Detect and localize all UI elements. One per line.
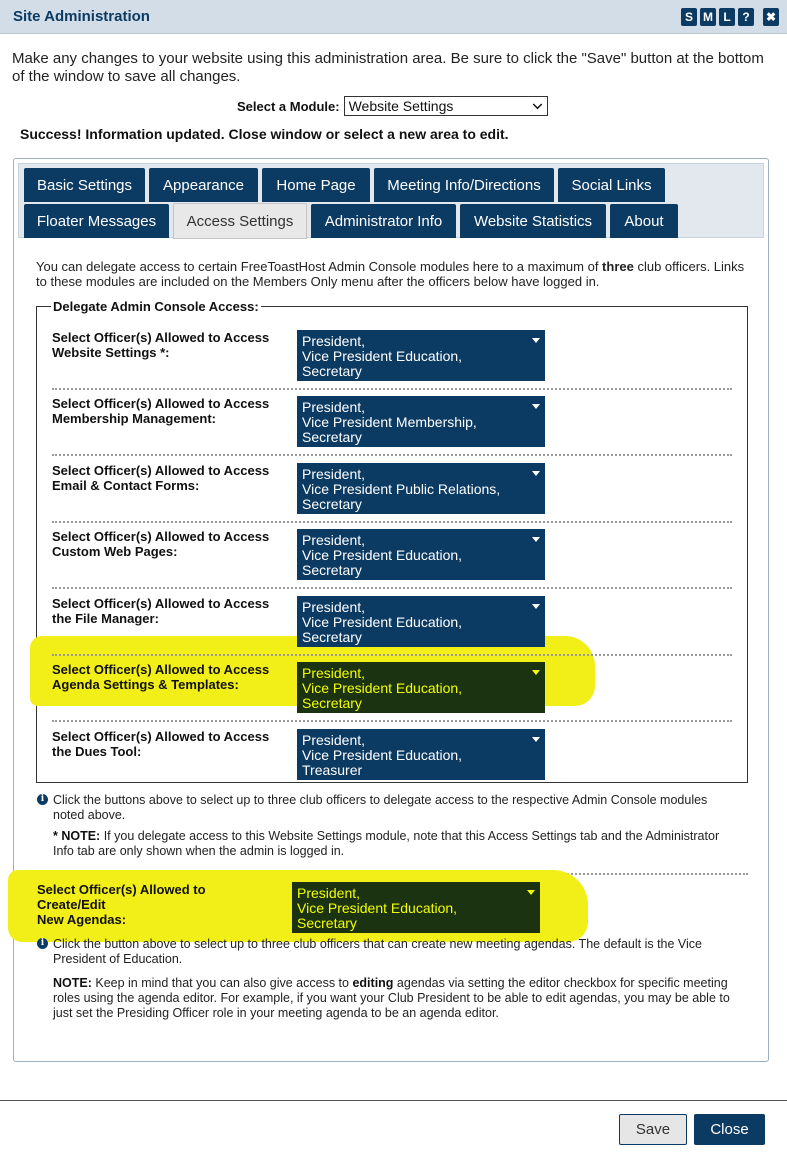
tab-basic-settings[interactable]: Basic Settings xyxy=(24,168,145,202)
agenda-note: Click the button above to select up to three club officers that can create new meeting agendas. The default is the Vice President of Education. xyxy=(53,937,703,966)
tab-about[interactable]: About xyxy=(610,204,678,238)
tab-floater-messages[interactable]: Floater Messages xyxy=(24,204,169,238)
tab-meeting-info[interactable]: Meeting Info/Directions xyxy=(374,168,554,202)
footer-divider xyxy=(0,1100,787,1101)
window-titlebar xyxy=(0,0,787,34)
agenda-editor-note: NOTE: Keep in mind that you can also give access to editing agendas via setting the editor checkbox for specific meeting roles using the agenda editor. For example, if you want your Club President to be able to edit agendas, you may be able to just set the Presiding Officer role in your meeting agenda to be an agenda editor. xyxy=(53,976,730,1020)
info-icon: i xyxy=(37,938,48,949)
dropdown-caret-icon xyxy=(527,890,535,895)
info-icon: i xyxy=(37,794,48,805)
dropdown-caret-icon xyxy=(532,404,540,409)
officer-row-label: Select Officer(s) Allowed to Access Email & Contact Forms: xyxy=(52,463,270,493)
success-message: Success! Information updated. Close window or select a new area to edit. xyxy=(20,126,509,142)
size-small-button[interactable]: S xyxy=(681,8,697,26)
tab-administrator-info[interactable]: Administrator Info xyxy=(311,204,456,238)
module-select-value: Website Settings xyxy=(348,98,454,114)
titlebar-buttons xyxy=(678,8,779,26)
dropdown-caret-icon xyxy=(532,471,540,476)
size-medium-button[interactable]: M xyxy=(700,8,716,26)
officer-row-label: Select Officer(s) Allowed to Access the Dues Tool: xyxy=(52,729,270,759)
tab-website-statistics[interactable]: Website Statistics xyxy=(460,204,606,238)
dropdown-caret-icon xyxy=(532,737,540,742)
delegate-access-fieldset xyxy=(36,299,748,783)
officer-multiselect[interactable]: President, Vice President Membership, Secretary xyxy=(297,396,545,447)
access-description: You can delegate access to certain FreeToastHost Admin Console modules here to a maximum of three club officers. Links to these modules are included on the Members Only menu after the officers below have logged in. xyxy=(36,259,745,289)
row-divider xyxy=(52,720,732,722)
officer-row-label: Select Officer(s) Allowed to Access the File Manager: xyxy=(52,596,270,626)
dropdown-caret-icon xyxy=(532,537,540,542)
intro-text: Make any changes to your website using this administration area. Be sure to click the "Save" button at the bottom of the window to save all changes. xyxy=(12,50,764,85)
officer-row-label: Select Officer(s) Allowed to Access Website Settings *: xyxy=(52,330,270,360)
tab-home-page[interactable]: Home Page xyxy=(262,168,370,202)
delegate-legend: Delegate Admin Console Access: xyxy=(53,299,259,314)
officer-row xyxy=(52,723,747,783)
officer-row-label: Select Officer(s) Allowed to Access Membership Management: xyxy=(52,396,270,426)
dropdown-caret-icon xyxy=(532,338,540,343)
settings-panel xyxy=(13,158,769,1062)
officer-multiselect[interactable]: President, Vice President Education, Secretary xyxy=(297,596,545,647)
dropdown-caret-icon xyxy=(532,670,540,675)
agenda-officer-multiselect[interactable]: President, Vice President Education, Secretary xyxy=(292,882,540,933)
module-label: Select a Module: xyxy=(237,98,340,114)
tab-access-settings[interactable]: Access Settings xyxy=(173,203,307,239)
officer-row-label: Select Officer(s) Allowed to Access Agenda Settings & Templates: xyxy=(52,662,270,692)
dropdown-caret-icon xyxy=(532,604,540,609)
officer-row xyxy=(52,457,747,517)
officer-row xyxy=(52,324,747,384)
agenda-officer-row xyxy=(37,876,732,936)
tab-social-links[interactable]: Social Links xyxy=(558,168,665,202)
officer-row-highlighted xyxy=(52,656,747,716)
officer-row xyxy=(52,590,747,650)
officer-row-label: Select Officer(s) Allowed to Access Custom Web Pages: xyxy=(52,529,270,559)
delegate-notes xyxy=(37,793,737,865)
row-divider xyxy=(52,587,732,589)
officer-row xyxy=(52,390,747,450)
officer-multiselect[interactable]: President, Vice President Education, Secretary xyxy=(297,529,545,580)
close-icon[interactable]: ✖ xyxy=(763,8,779,26)
officer-multiselect[interactable]: President, Vice President Education, Secretary xyxy=(297,662,545,713)
close-button[interactable]: Close xyxy=(694,1114,765,1145)
officer-row xyxy=(52,523,747,583)
officer-multiselect[interactable]: President, Vice President Education, Secretary xyxy=(297,330,545,381)
save-button[interactable]: Save xyxy=(619,1114,687,1145)
agenda-notes xyxy=(37,937,737,1027)
officer-multiselect[interactable]: President, Vice President Education, Treasurer xyxy=(297,729,545,780)
module-selector xyxy=(237,96,548,116)
website-settings-note: * NOTE: If you delegate access to this Website Settings module, note that this Access Settings tab and the Administrator Info tab are only shown when the admin is logged in. xyxy=(53,829,720,858)
officer-multiselect[interactable]: President, Vice President Public Relations, Secretary xyxy=(297,463,545,514)
chevron-down-icon xyxy=(532,100,542,110)
size-large-button[interactable]: L xyxy=(719,8,735,26)
agenda-row-label: Select Officer(s) Allowed to Create/Edit New Agendas: xyxy=(37,882,206,927)
tab-bar xyxy=(18,163,764,238)
module-select[interactable] xyxy=(344,96,548,116)
delegate-note: Click the buttons above to select up to three club officers to delegate access to the respective Admin Console modules noted above. xyxy=(53,793,708,822)
window-title: Site Administration xyxy=(13,8,150,25)
tab-appearance[interactable]: Appearance xyxy=(149,168,258,202)
row-divider xyxy=(52,454,732,456)
help-button[interactable]: ? xyxy=(738,8,754,26)
